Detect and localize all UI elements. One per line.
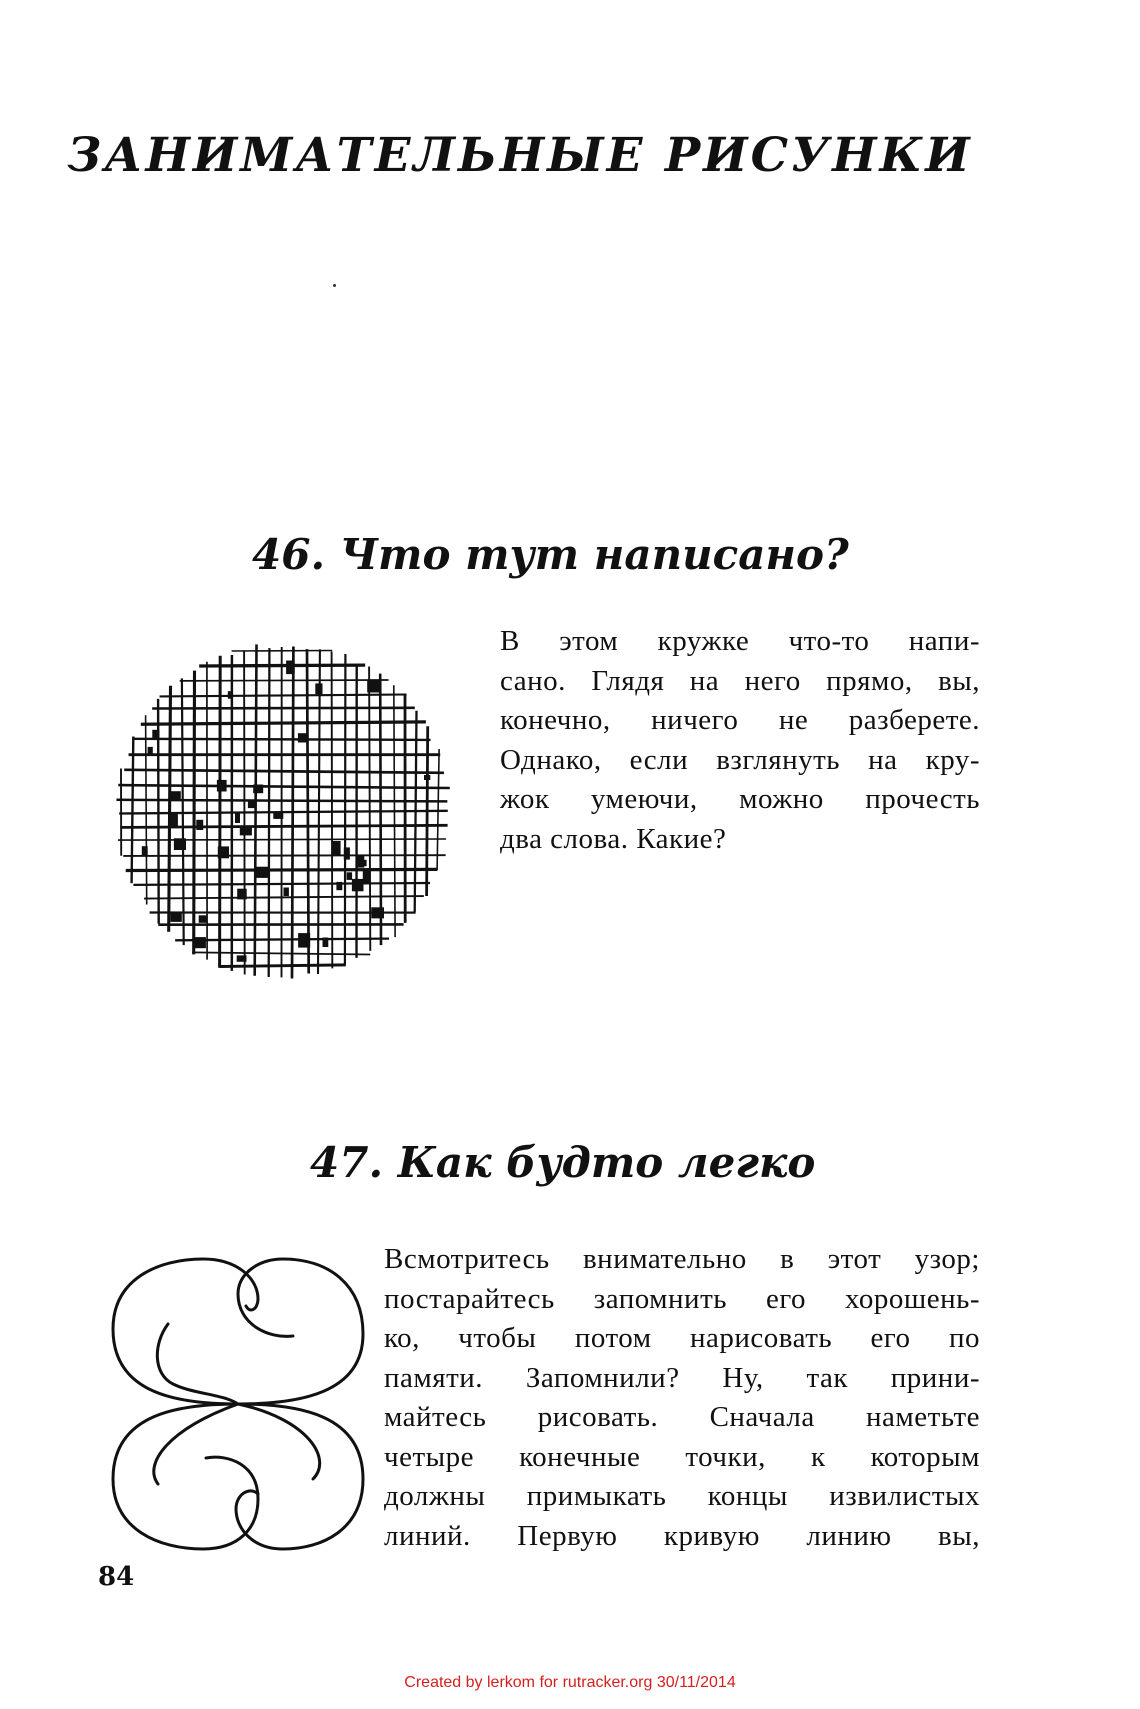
ink-blotch — [171, 792, 180, 800]
grid-line-horizontal — [142, 722, 424, 724]
paragraph-line: ко, чтобы потом нарисовать его по — [384, 1322, 980, 1354]
grid-line-horizontal — [134, 739, 429, 740]
ink-blotch — [240, 828, 251, 835]
ink-blotch — [368, 681, 379, 693]
section-47-heading: 47. Как будто легко — [310, 1138, 816, 1187]
ink-blotch — [169, 813, 177, 826]
ink-blotch — [323, 938, 328, 947]
ink-blotch — [372, 908, 384, 918]
ink-blotch — [142, 847, 147, 856]
ink-blotch — [256, 867, 267, 877]
ink-blotch — [298, 734, 307, 742]
hidden-text-circle-figure — [108, 618, 458, 1004]
curl-bottom-right — [236, 1404, 363, 1549]
curl-inner-bottom-left — [154, 1404, 238, 1484]
ink-blotch — [425, 776, 430, 780]
grid-line-horizontal — [127, 869, 435, 870]
ink-blotch — [333, 842, 340, 855]
ink-blotch — [148, 747, 152, 754]
ink-blotch — [287, 661, 295, 674]
stray-dot — [333, 284, 336, 287]
ink-blotch — [153, 730, 159, 738]
grid-line-horizontal — [221, 965, 344, 967]
curl-top-right — [238, 1259, 363, 1404]
ink-blotch — [171, 913, 181, 921]
ink-blotch — [236, 814, 240, 823]
ink-blotch — [238, 889, 247, 899]
ink-blotch — [228, 692, 232, 699]
grid-line-horizontal — [181, 680, 388, 681]
grid-line-vertical — [369, 668, 370, 950]
ink-blotch — [217, 780, 226, 791]
page-number: 84 — [98, 1562, 135, 1592]
section-46-heading: 46. Что тут написано? — [252, 530, 849, 579]
curl-top-left — [113, 1259, 258, 1404]
ink-blotch — [218, 847, 228, 858]
paragraph-line: Однако, если взглянуть на кру- — [500, 743, 980, 776]
paragraph-line: должны примыкать концы извилистых — [384, 1480, 980, 1512]
grid-line-vertical — [132, 738, 134, 882]
paragraph-line: линий. Первую кривую линию вы, — [384, 1519, 980, 1552]
grid-line-horizontal — [126, 770, 443, 773]
paragraph-line: сано. Глядя на него прямо, вы, — [500, 664, 980, 697]
ink-blotch — [284, 888, 288, 896]
grid-line-horizontal — [124, 855, 445, 856]
curl-pattern-figure — [108, 1254, 368, 1554]
grid-line-horizontal — [135, 883, 429, 885]
ink-blotch — [337, 882, 342, 889]
paragraph-line: В этом кружке что-то напи- — [500, 625, 980, 657]
paragraph-line: конечно, ничего не разберете. — [500, 704, 980, 736]
curl-inner-top-left — [157, 1324, 238, 1404]
grid-line-vertical — [146, 716, 147, 904]
grid-line-vertical — [332, 653, 333, 968]
paragraph-line: Всмотритесь внимательно в этот узор; — [384, 1243, 980, 1275]
grid-line-vertical — [380, 675, 381, 944]
ink-blotch — [299, 934, 310, 948]
section-46-paragraph — [500, 622, 980, 859]
ink-blotch — [237, 956, 246, 961]
watermark-credit: Created by lerkom for rutracker.org 30/11/2014 — [404, 1674, 736, 1691]
paragraph-line: памяти. Запомнили? Ну, так прини- — [384, 1361, 980, 1394]
paragraph-line: майтесь рисовать. Сначала наметьте — [384, 1401, 980, 1433]
grid-line-horizontal — [201, 665, 364, 666]
ink-blotch — [316, 684, 322, 694]
section-47-paragraph — [384, 1240, 980, 1556]
ink-blotch — [197, 820, 203, 829]
ink-blotch — [361, 860, 366, 865]
chapter-title: ЗАНИМАТЕЛЬНЫЕ РИСУНКИ — [67, 128, 973, 183]
ink-blotch — [195, 938, 206, 948]
ink-blotch — [344, 848, 349, 859]
ink-blotch — [248, 802, 256, 808]
ink-blotch — [174, 839, 185, 850]
curl-inner-bottom-right — [238, 1404, 320, 1479]
grid-line-horizontal — [154, 708, 414, 709]
ink-blotch — [352, 879, 363, 890]
grid-line-horizontal — [119, 839, 446, 840]
ink-blotch — [363, 871, 370, 883]
grid-line-horizontal — [118, 800, 446, 802]
paragraph-line: четыре конечные точки, к которым — [384, 1440, 980, 1473]
ink-blotch — [347, 873, 352, 880]
paragraph-line: постарайтесь запомнить его хорошень- — [384, 1282, 980, 1315]
ink-blotch — [199, 916, 207, 923]
paragraph-line: два слова. Какие? — [500, 822, 727, 855]
ink-blotch — [274, 813, 283, 818]
grid-line-horizontal — [232, 651, 331, 652]
grid-line-vertical — [345, 655, 346, 963]
paragraph-line: жок умеючи, можно прочесть — [500, 783, 980, 815]
grid-line-vertical — [182, 680, 184, 945]
grid-line-vertical — [437, 750, 439, 870]
curl-bottom-left — [113, 1404, 258, 1549]
ink-blotch — [254, 785, 263, 793]
